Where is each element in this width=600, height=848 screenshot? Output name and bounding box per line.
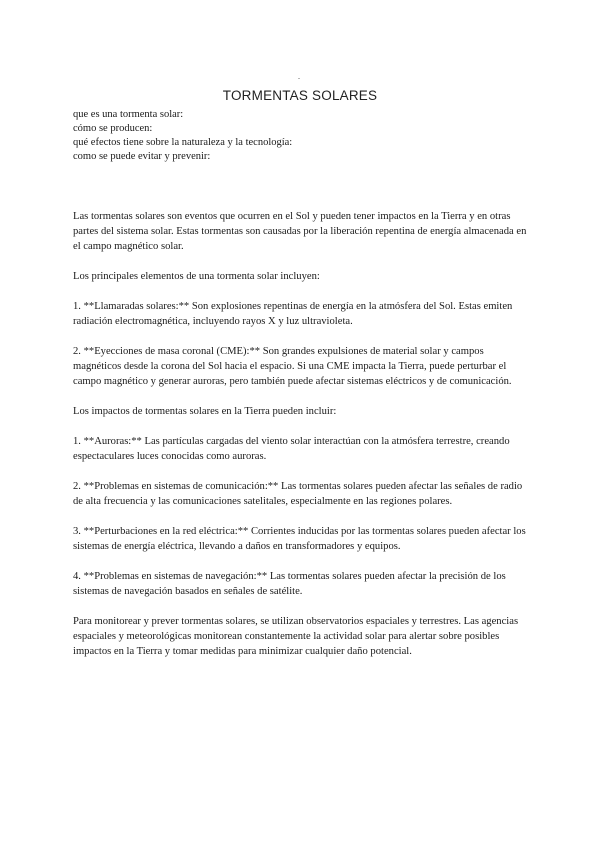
- paragraph-navigation: 4. **Problemas en sistemas de navegación:** Las tormentas solares pueden afectar la precisión de los sistemas de navegación basados en señales de satélite.: [73, 571, 506, 597]
- question-line: como se puede evitar y prevenir:: [73, 151, 211, 162]
- document-body: [73, 209, 531, 674]
- paragraph-impacts-heading: Los impactos de tormentas solares en la Tierra pueden incluir:: [73, 406, 337, 417]
- question-line: qué efectos tiene sobre la naturaleza y la tecnología:: [73, 137, 293, 148]
- paragraph-cme: 2. **Eyecciones de masa coronal (CME):** Son grandes expulsiones de material solar y campos magnéticos desde la corona del Sol hacia el espacio. Si una CME impacta la Tierra, puede perturbar el campo magnético y generar auroras, pero también puede afectar sistemas eléctricos y de comunicación.: [73, 346, 512, 387]
- question-list: [73, 108, 533, 164]
- paragraph-auroras: 1. **Auroras:** Las partículas cargadas del viento solar interactúan con la atmósfera terrestre, creando espectaculares luces conocidas como auroras.: [73, 436, 510, 462]
- question-line: que es una tormenta solar:: [73, 109, 184, 120]
- paragraph-flares: 1. **Llamaradas solares:** Son explosiones repentinas de energía en la atmósfera del Sol. Estas emiten radiación electromagnética, incluyendo rayos X y luz ultravioleta.: [73, 301, 513, 327]
- paragraph-elements-heading: Los principales elementos de una tormenta solar incluyen:: [73, 271, 320, 282]
- paragraph-monitoring: Para monitorear y prever tormentas solares, se utilizan observatorios espaciales y terrestres. Las agencias espaciales y meteorológicas monitorean constantemente la actividad solar para alertar sobre posibles impactos en la Tierra y tomar medidas para minimizar cualquier daño potencial.: [73, 616, 519, 657]
- question-line: cómo se producen:: [73, 123, 153, 134]
- paragraph-intro: Las tormentas solares son eventos que ocurren en el Sol y pueden tener impactos en la Tierra y en otras partes del sistema solar. Estas tormentas son causadas por la liberación repentina de energía almacenada en el campo magnético solar.: [73, 211, 527, 252]
- paragraph-power-grid: 3. **Perturbaciones en la red eléctrica:** Corrientes inducidas por las tormentas solares pueden afectar los sistemas de energía eléctrica, llevando a daños en transformadores y equipos.: [73, 526, 526, 552]
- document-title: TORMENTAS SOLARES: [222, 88, 378, 103]
- paragraph-communication: 2. **Problemas en sistemas de comunicación:** Las tormentas solares pueden afectar las señales de radio de alta frecuencia y las comunicaciones satelitales, especialmente en las regiones polares.: [73, 481, 523, 507]
- page-marker: .: [298, 72, 300, 81]
